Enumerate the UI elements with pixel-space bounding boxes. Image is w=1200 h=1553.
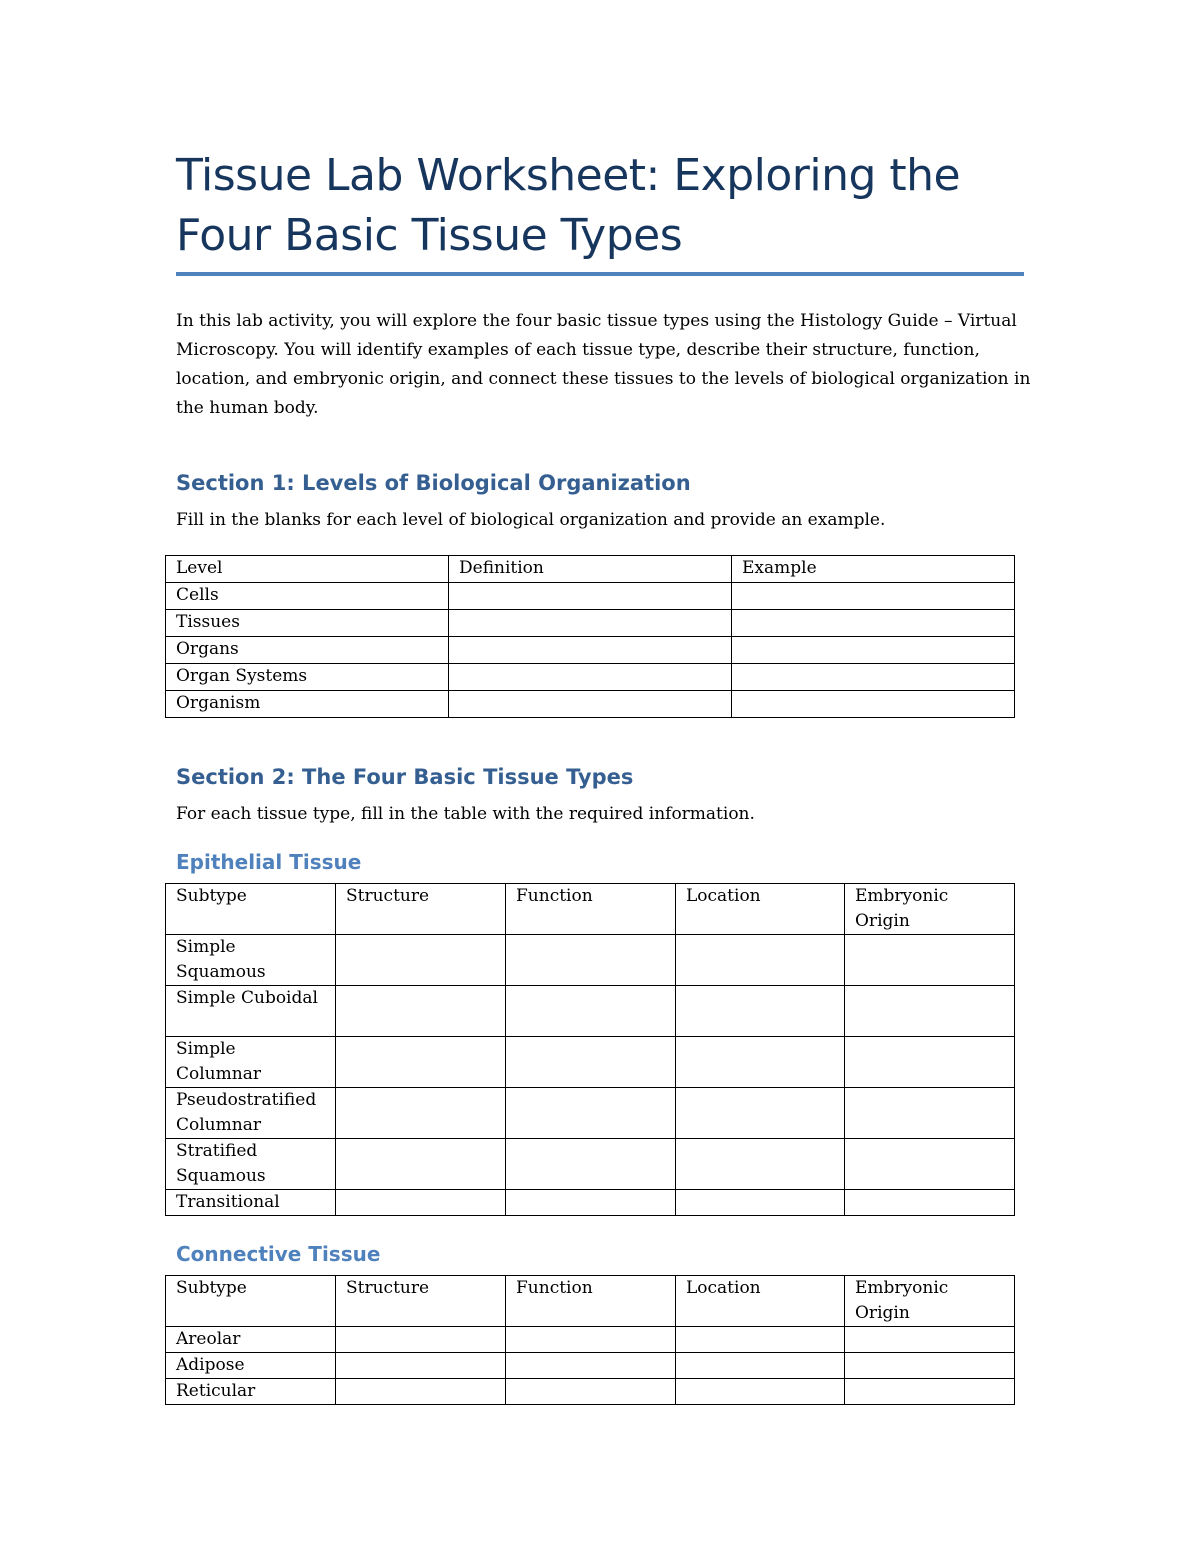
header-cell: Structure [336,884,506,935]
location-blank[interactable] [676,986,845,1037]
function-blank[interactable] [506,1037,676,1088]
table-row [166,583,1015,610]
table-row [166,1379,1015,1405]
origin-blank[interactable] [845,1327,1015,1353]
section-1-instruction: Fill in the blanks for each level of biological organization and provide an example. [176,510,886,530]
subtype-cell: Adipose [166,1353,336,1379]
table-row [166,1139,1015,1190]
header-cell: Embryonic Origin [845,1276,1015,1327]
header-cell: Example [732,556,1015,583]
table-header-row [166,884,1015,935]
location-blank[interactable] [676,935,845,986]
definition-blank[interactable] [449,610,732,637]
table-row [166,935,1015,986]
origin-blank[interactable] [845,986,1015,1037]
location-blank[interactable] [676,1327,845,1353]
connective-table [165,1275,1015,1405]
structure-blank[interactable] [336,1353,506,1379]
origin-blank[interactable] [845,1139,1015,1190]
header-cell: Subtype [166,1276,336,1327]
function-blank[interactable] [506,1379,676,1405]
header-cell: Location [676,884,845,935]
subtype-cell: Areolar [166,1327,336,1353]
level-cell: Organs [166,637,449,664]
location-blank[interactable] [676,1353,845,1379]
subtype-cell: Reticular [166,1379,336,1405]
function-blank[interactable] [506,986,676,1037]
table-row [166,1088,1015,1139]
definition-blank[interactable] [449,691,732,718]
subtype-cell: Stratified Squamous [166,1139,336,1190]
structure-blank[interactable] [336,1379,506,1405]
table-row [166,1353,1015,1379]
example-blank[interactable] [732,691,1015,718]
structure-blank[interactable] [336,986,506,1037]
header-cell: Level [166,556,449,583]
level-cell: Organ Systems [166,664,449,691]
section-1-heading: Section 1: Levels of Biological Organization [176,471,691,495]
location-blank[interactable] [676,1037,845,1088]
header-cell: Function [506,1276,676,1327]
header-cell: Function [506,884,676,935]
location-blank[interactable] [676,1088,845,1139]
table-header-row [166,556,1015,583]
header-cell: Definition [449,556,732,583]
header-cell: Structure [336,1276,506,1327]
subtype-cell: Simple Squamous [166,935,336,986]
structure-blank[interactable] [336,1037,506,1088]
origin-blank[interactable] [845,1353,1015,1379]
level-cell: Tissues [166,610,449,637]
level-cell: Cells [166,583,449,610]
structure-blank[interactable] [336,1190,506,1216]
origin-blank[interactable] [845,1379,1015,1405]
table-row [166,1327,1015,1353]
title-underline [176,272,1024,276]
structure-blank[interactable] [336,1088,506,1139]
epithelial-table [165,883,1015,1216]
location-blank[interactable] [676,1139,845,1190]
table-row [166,610,1015,637]
table-row [166,637,1015,664]
example-blank[interactable] [732,610,1015,637]
section-2-instruction: For each tissue type, fill in the table with the required information. [176,804,755,824]
origin-blank[interactable] [845,1037,1015,1088]
structure-blank[interactable] [336,935,506,986]
function-blank[interactable] [506,1088,676,1139]
structure-blank[interactable] [336,1327,506,1353]
table-row [166,1190,1015,1216]
function-blank[interactable] [506,1327,676,1353]
function-blank[interactable] [506,1139,676,1190]
definition-blank[interactable] [449,664,732,691]
connective-heading: Connective Tissue [176,1242,381,1266]
structure-blank[interactable] [336,1139,506,1190]
subtype-cell: Transitional [166,1190,336,1216]
table-row [166,664,1015,691]
example-blank[interactable] [732,664,1015,691]
subtype-cell: Simple Cuboidal [166,986,336,1037]
function-blank[interactable] [506,1353,676,1379]
page-title: Tissue Lab Worksheet: Exploring the Four Basic Tissue Types [176,150,961,261]
level-cell: Organism [166,691,449,718]
table-row [166,691,1015,718]
location-blank[interactable] [676,1190,845,1216]
definition-blank[interactable] [449,583,732,610]
epithelial-heading: Epithelial Tissue [176,850,362,874]
example-blank[interactable] [732,637,1015,664]
origin-blank[interactable] [845,935,1015,986]
intro-paragraph: In this lab activity, you will explore the four basic tissue types using the Histology Guide – Virtual Microscopy. You will identify examples of each tissue type, describe their structure, function, location, and embryonic origin, and connect these tissues to the levels of biological organization in the human body. [176,311,1031,418]
location-blank[interactable] [676,1379,845,1405]
header-cell: Location [676,1276,845,1327]
header-cell: Embryonic Origin [845,884,1015,935]
table-row [166,986,1015,1037]
example-blank[interactable] [732,583,1015,610]
origin-blank[interactable] [845,1088,1015,1139]
function-blank[interactable] [506,935,676,986]
function-blank[interactable] [506,1190,676,1216]
table-header-row [166,1276,1015,1327]
organization-table [165,555,1015,718]
table-row [166,1037,1015,1088]
origin-blank[interactable] [845,1190,1015,1216]
subtype-cell: Pseudostratified Columnar [166,1088,336,1139]
section-2-heading: Section 2: The Four Basic Tissue Types [176,765,634,789]
definition-blank[interactable] [449,637,732,664]
subtype-cell: Simple Columnar [166,1037,336,1088]
header-cell: Subtype [166,884,336,935]
